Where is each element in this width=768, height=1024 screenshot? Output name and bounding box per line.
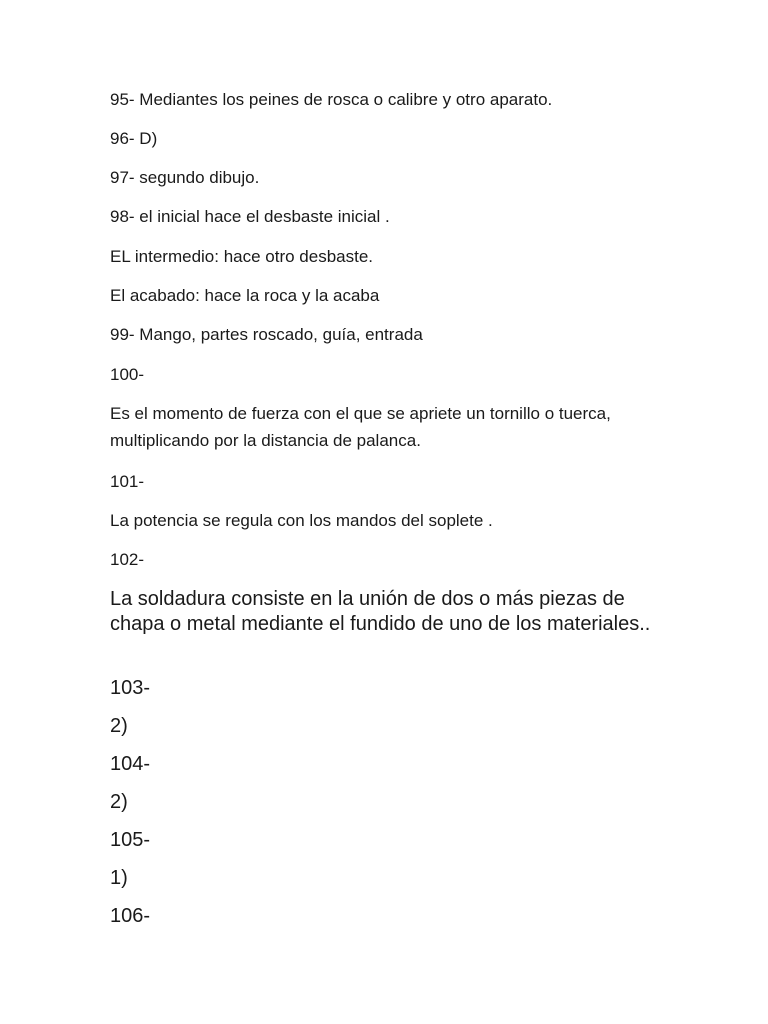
answer-105-number: 105- [110,829,151,851]
answer-100-number: 100- [110,365,145,384]
answer-106-number: 106- [110,905,151,927]
answer-103-number: 103- [110,677,151,699]
answer-101-number: 101- [110,472,145,491]
answer-101-text: La potencia se regula con los mandos del soplete . [110,511,493,530]
answer-103-value: 2) [110,715,128,737]
answer-95: 95- Mediantes los peines de rosca o calibre y otro aparato. [110,90,553,109]
answer-102-text: La soldadura consiste en la unión de dos o más piezas de chapa o metal mediante el fundido de uno de los materiales.. [110,588,651,635]
answer-104-value: 2) [110,791,128,813]
answer-97: 97- segundo dibujo. [110,168,260,187]
answer-96: 96- D) [110,129,158,148]
answer-105-value: 1) [110,867,128,889]
answer-102-number: 102- [110,550,145,569]
answer-99: 99- Mango, partes roscado, guía, entrada [110,325,423,344]
answer-104-number: 104- [110,753,151,775]
answer-98-acabado: El acabado: hace la roca y la acaba [110,286,380,305]
answer-98: 98- el inicial hace el desbaste inicial . [110,207,390,226]
answer-98-intermedio: EL intermedio: hace otro desbaste. [110,247,374,266]
answer-100-text: Es el momento de fuerza con el que se apriete un tornillo o tuerca, multiplicando por la distancia de palanca. [110,404,611,450]
